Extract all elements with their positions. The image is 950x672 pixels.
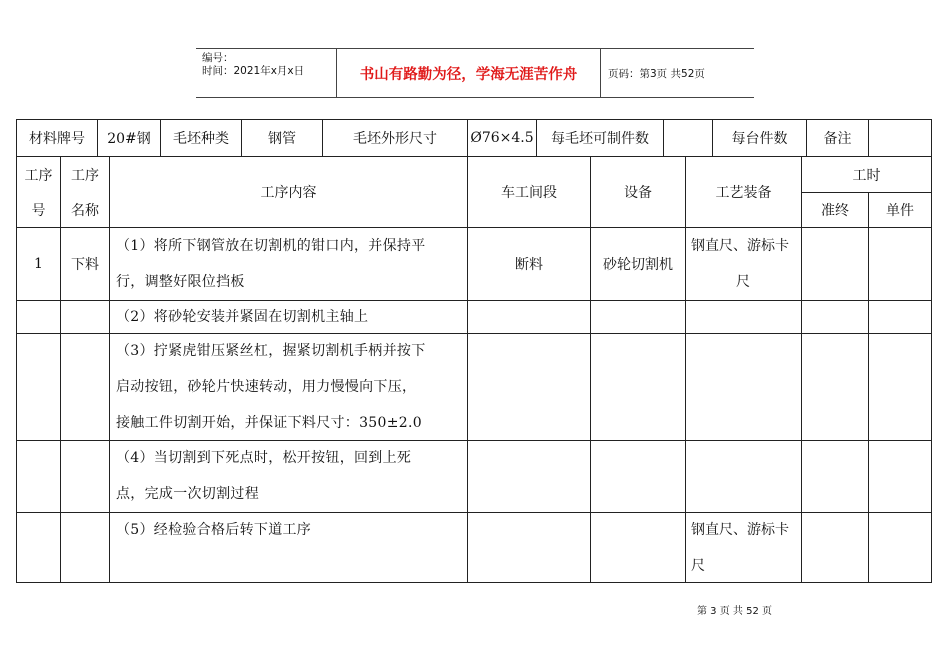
blank-size-value: Ø76×4.5 — [470, 130, 534, 146]
blank-type-value: 钢管 — [268, 131, 296, 147]
tooling-line: 尺 — [736, 274, 750, 290]
tooling-line: 钢直尺、游标卡 — [691, 522, 789, 538]
number-label: 编号： — [202, 52, 234, 64]
header-motto: 书山有路勤为径，学海无涯苦作舟 — [359, 66, 578, 83]
tooling-cell — [691, 512, 801, 584]
header-meta-cell — [196, 49, 336, 97]
header-divider — [600, 49, 601, 97]
equipment-header: 设备 — [624, 185, 652, 201]
pieces-per-blank-value — [664, 120, 712, 156]
page-footer: 第 3 页 共 52 页 — [697, 606, 772, 617]
op-content-header: 工序内容 — [260, 185, 317, 201]
op-content-cell — [116, 440, 466, 512]
content-line: 启动按钮，砂轮片快速转动，用力慢慢向下压， — [116, 379, 417, 395]
table-rule — [868, 192, 869, 583]
op-content-cell — [116, 333, 466, 441]
remarks-value — [869, 120, 931, 156]
op-name-cell: 下料 — [71, 257, 99, 273]
equipment-cell: 砂轮切割机 — [603, 257, 673, 273]
table-rule — [16, 119, 17, 583]
op-no-cell: 1 — [34, 256, 43, 272]
content-line: （2）将砂轮安装并紧固在切割机主轴上 — [116, 309, 369, 325]
content-line: 行，调整好限位挡板 — [116, 274, 245, 290]
unit-time-header: 单件 — [886, 203, 914, 219]
table-rule — [60, 156, 61, 583]
table-rule — [931, 119, 932, 583]
content-line: （1）将所下钢管放在切割机的钳口内，并保持平 — [116, 238, 426, 254]
content-line: （4）当切割到下死点时，松开按钮，回到上死 — [116, 450, 412, 466]
workshop-header: 车工间段 — [501, 185, 557, 201]
op-name-header: 工序 — [71, 168, 99, 184]
header-page-code: 页码：第3页 共52页 — [608, 67, 705, 80]
pieces-per-unit-label: 每台件数 — [731, 131, 788, 147]
pieces-per-blank-label: 每毛坯可制件数 — [551, 131, 649, 147]
work-hours-header: 工时 — [852, 167, 881, 184]
op-content-cell — [116, 299, 466, 335]
content-line: 点，完成一次切割过程 — [116, 486, 259, 502]
blank-type-label: 毛坯种类 — [173, 131, 229, 147]
op-no-header: 工序 — [24, 168, 53, 184]
content-line: （3）拧紧虎钳压紧丝杠，握紧切割机手柄并按下 — [116, 343, 426, 359]
op-no-header: 号 — [31, 203, 46, 219]
material-grade-value: 20#钢 — [107, 131, 151, 147]
tooling-line: 尺 — [691, 558, 705, 574]
op-name-header: 名称 — [71, 203, 99, 219]
remarks-label: 备注 — [823, 131, 852, 147]
prep-time-header: 准终 — [821, 203, 849, 219]
content-line: （5）经检验合格后转下道工序 — [116, 522, 312, 538]
blank-size-label: 毛坯外形尺寸 — [353, 131, 437, 147]
material-grade-label: 材料牌号 — [29, 131, 85, 147]
content-line: 接触工件切割开始，并保证下料尺寸：350±2.0 — [116, 415, 422, 431]
tooling-header: 工艺装备 — [715, 185, 772, 201]
op-content-cell — [116, 228, 466, 300]
document-header — [196, 48, 754, 98]
tooling-line: 钢直尺、游标卡 — [691, 238, 789, 254]
time-label: 时间：2021年x月x日 — [202, 65, 305, 77]
workshop-cell: 断料 — [515, 257, 543, 273]
op-content-cell — [116, 512, 466, 548]
tooling-cell — [691, 228, 801, 300]
